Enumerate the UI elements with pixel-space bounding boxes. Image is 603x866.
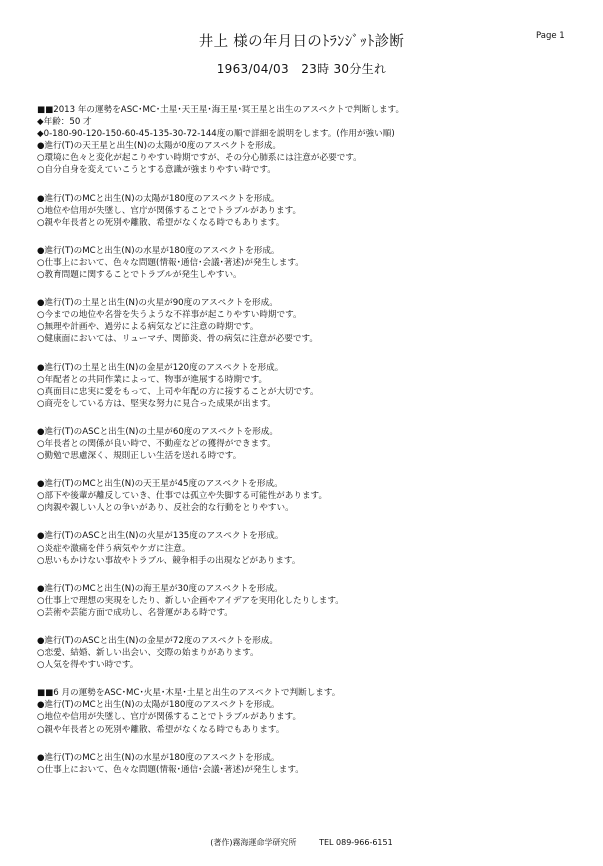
birth-datetime: 1963/04/03 23時 30分生れ	[216, 62, 387, 76]
aspect-heading: ●進行(T)のMCと出生(N)の天王星が45度のアスペクトを形成。	[37, 479, 283, 490]
intro-line-order: ◆0-180-90-120-150-60-45-135-30-72-144度の順で詳細を説明をします。(作用が強い順)	[37, 129, 395, 140]
aspect-heading: ●進行(T)のMCと出生(N)の太陽が180度のアスペクトを形成。	[37, 700, 280, 711]
document-body	[37, 104, 577, 776]
aspect-heading: ●進行(T)のMCと出生(N)の水星が180度のアスペクトを形成。	[37, 245, 280, 256]
document-title: 井上 様の年月日のﾄﾗﾝｼﾞｯﾄ診断	[198, 34, 405, 50]
aspect-line: ○教育問題に関することでトラブルが発生しやすい。	[37, 270, 242, 281]
aspect-line: ○自分自身を変えていこうとする意識が強まりやすい時です。	[37, 165, 276, 176]
aspect-heading: ●進行(T)のMCと出生(N)の水星が180度のアスペクトを形成。	[37, 752, 280, 763]
aspect-line: ○今までの地位や名誉を失うような不祥事が起こりやすい時期です。	[37, 310, 302, 321]
aspect-line: ○地位や信用が失墜し、官庁が関係することでトラブルがあります。	[37, 712, 302, 723]
aspect-line: ○地位や信用が失墜し、官庁が関係することでトラブルがあります。	[37, 205, 302, 216]
aspect-line: ○年長者との関係が良い時で、不動産などの獲得ができます。	[37, 438, 276, 449]
aspect-line: ○恋愛、結婚、新しい出会い、交際の始まりがあります。	[37, 648, 259, 659]
aspect-line: ○思いもかけない事故やトラブル、競争相手の出現などがあります。	[37, 555, 301, 566]
aspect-heading: ●進行(T)の天王星と出生(N)の太陽が0度のアスペクトを形成。	[37, 141, 281, 152]
aspect-heading: ●進行(T)の土星と出生(N)の金星が120度のアスペクトを形成。	[37, 362, 284, 373]
phone-number: TEL 089-966-6151	[319, 838, 393, 847]
page-footer	[0, 837, 603, 848]
aspect-line: ○肉親や親しい人との争いがあり、反社会的な行動をとりやすい。	[37, 503, 294, 514]
aspect-line: ○親や年長者との死別や離散、希望がなくなる時でもあります。	[37, 724, 285, 735]
aspect-line: ○炎症や激痛を伴う病気やケガに注意。	[37, 543, 191, 554]
aspect-heading: ●進行(T)のASCと出生(N)の火星が135度のアスペクトを形成。	[37, 531, 284, 542]
aspect-line: ○環境に色々と変化が起こりやすい時期ですが、その分心肺系には注意が必要です。	[37, 153, 362, 164]
month-intro: ■■6 月の運勢をASC･MC･火星･木星･土星と出生のアスペクトで判断します。	[37, 688, 341, 699]
page-number: Page 1	[536, 31, 565, 41]
copyright-text: (著作)霧海運命学研究所	[210, 838, 297, 847]
aspect-heading: ●進行(T)のASCと出生(N)の金星が72度のアスペクトを形成。	[37, 636, 278, 646]
aspect-line: ○部下や後輩が離反していき、仕事では孤立や失脚する可能性があります。	[37, 491, 328, 502]
aspect-heading: ●進行(T)のMCと出生(N)の海王星が30度のアスペクトを形成。	[37, 583, 283, 594]
aspect-line: ○商売をしている方は、堅実な努力に見合った成果が出ます。	[37, 398, 276, 409]
aspect-line: ○真面目に忠実に愛をもって、上司や年配の方に接することが大切です。	[37, 386, 319, 397]
aspect-heading: ●進行(T)のASCと出生(N)の土星が60度のアスペクトを形成。	[37, 426, 278, 437]
aspect-line: ○無理や計画や、過労による病気などに注意の時期です。	[37, 322, 259, 333]
aspect-line: ○親や年長者との死別や離散、希望がなくなる時でもあります。	[37, 217, 285, 228]
aspect-line: ○仕事上において、色々な問題(情報･通信･会議･著述)が発生します。	[37, 257, 304, 268]
aspect-line: ○人気を得やすい時です。	[37, 660, 139, 671]
aspect-line: ○芸術や芸能方面で成功し、名誉運がある時です。	[37, 607, 233, 618]
aspect-line: ○年配者との共同作業によって、物事が進展する時期です。	[37, 374, 268, 385]
aspect-line: ○仕事上で理想の実現をしたり、新しい企画やアイデアを実用化したりします。	[37, 595, 344, 606]
aspect-line: ○健康面においては、リューマチ、関節炎、骨の病気に注意が必要です。	[37, 334, 318, 345]
intro-line-age: ◆年齢：50 才	[37, 117, 92, 128]
aspect-line: ○仕事上において、色々な問題(情報･通信･会議･著述)が発生します。	[37, 764, 304, 775]
aspect-line: ○勤勉で思慮深く、規則正しい生活を送れる時です。	[37, 451, 242, 462]
intro-line-year: ■■2013 年の運勢をASC･MC･土星･天王星･海王星･冥王星と出生のアスペクトで判断します。	[37, 105, 405, 115]
aspect-heading: ●進行(T)のMCと出生(N)の太陽が180度のアスペクトを形成。	[37, 193, 280, 204]
aspect-heading: ●進行(T)の土星と出生(N)の火星が90度のアスペクトを形成。	[37, 298, 278, 309]
